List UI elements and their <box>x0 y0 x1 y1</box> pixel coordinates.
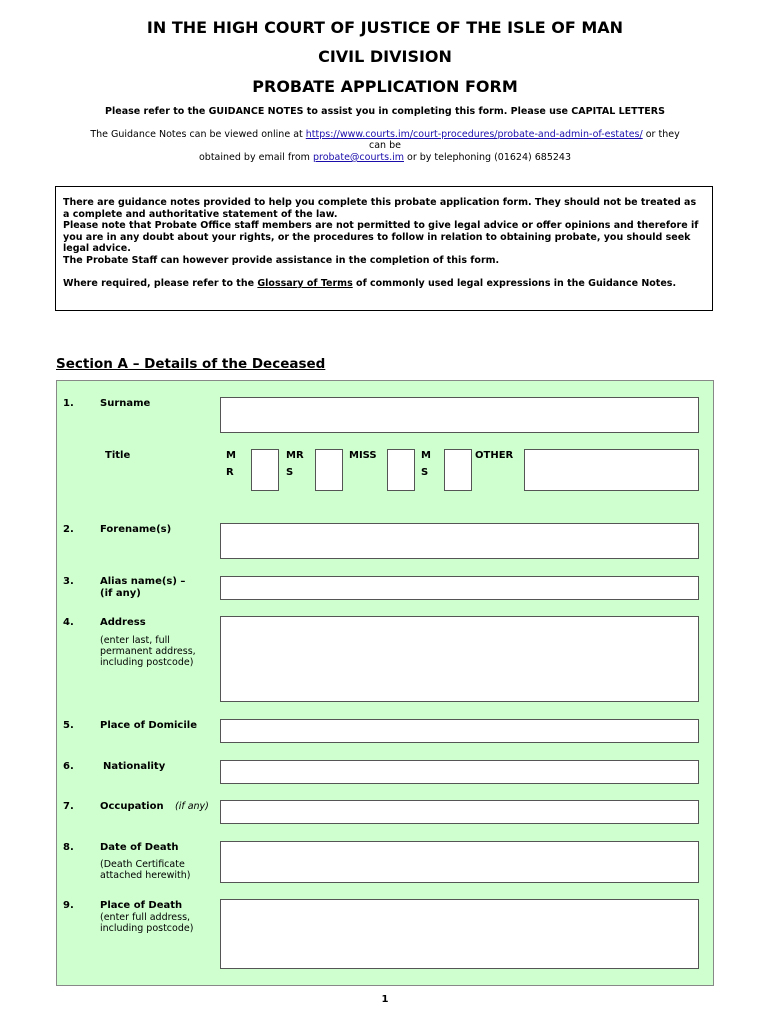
can-be-text: can be <box>369 140 401 151</box>
title-ms-box[interactable] <box>444 449 472 491</box>
title-miss-box[interactable] <box>387 449 415 491</box>
title-ms-label-bottom: S <box>421 467 429 478</box>
address-label: Address <box>100 617 146 628</box>
occupation-input[interactable] <box>220 800 699 824</box>
title-mr-label-top: M <box>226 450 236 461</box>
title-mrs-label-bottom: S <box>286 467 294 478</box>
online-prefix: The Guidance Notes can be viewed online at <box>90 129 303 140</box>
title-ms-label-top: M <box>421 450 431 461</box>
title-other-label: OTHER <box>475 450 514 461</box>
field-number: 4. <box>63 617 74 628</box>
field-number: 5. <box>63 720 74 731</box>
field-number: 6. <box>63 761 74 772</box>
glossary-suffix: of commonly used legal expressions in the Guidance Notes. <box>356 278 677 289</box>
alias-label: Alias name(s) – <box>100 576 186 587</box>
notice-para-2: Please note that Probate Office staff members are not permitted to give legal advice or offer opinions and therefore if you are in any doubt about your rights, or the procedures to follow in relation to obtaining probate, you should seek legal advice. <box>63 220 699 254</box>
guidance-email-line <box>0 152 770 163</box>
nationality-input[interactable] <box>220 760 699 784</box>
probate-email-link[interactable]: probate@courts.im <box>312 152 404 163</box>
field-number: 7. <box>63 801 74 812</box>
alias-input[interactable] <box>220 576 699 600</box>
title-other-input[interactable] <box>524 449 699 491</box>
address-hint: (enter last, full permanent address, including postcode) <box>100 635 196 668</box>
date-of-death-label: Date of Death <box>100 842 179 853</box>
place-of-death-hint: (enter full address, including postcode) <box>100 912 194 934</box>
notice-para-4 <box>63 278 704 290</box>
occupation-hint: (if any) <box>175 801 209 812</box>
email-suffix: or by telephoning (01624) 685243 <box>407 152 571 163</box>
title-mrs-label-top: MR <box>286 450 304 461</box>
field-number: 1. <box>63 398 74 409</box>
online-suffix: or they <box>645 129 680 140</box>
instruction-text: Please refer to the GUIDANCE NOTES to assist you in completing this form. Please use CAPITAL LETTERS <box>105 106 665 117</box>
field-number: 9. <box>63 900 74 911</box>
domicile-label: Place of Domicile <box>100 720 197 731</box>
glossary-link[interactable]: Glossary of Terms <box>257 278 353 289</box>
title-label: Title <box>105 450 131 461</box>
nationality-label: Nationality <box>103 761 166 772</box>
title-mrs-box[interactable] <box>315 449 343 491</box>
title-miss-label: MISS <box>349 450 377 461</box>
glossary-prefix: Where required, please refer to the <box>63 278 255 289</box>
section-a-heading: Section A – Details of the Deceased <box>56 356 326 372</box>
page-number: 1 <box>381 994 389 1005</box>
guidance-online-line <box>0 129 770 140</box>
alias-label-ifany: (if any) <box>100 588 141 599</box>
field-number: 3. <box>63 576 74 587</box>
notice-para-3: The Probate Staff can however provide assistance in the completion of this form. <box>63 254 500 266</box>
title-mr-label-bottom: R <box>226 467 234 478</box>
date-of-death-input[interactable] <box>220 841 699 883</box>
place-of-death-input[interactable] <box>220 899 699 969</box>
place-of-death-label: Place of Death <box>100 900 183 911</box>
court-title: IN THE HIGH COURT OF JUSTICE OF THE ISLE OF MAN <box>146 18 624 37</box>
field-number: 8. <box>63 842 74 853</box>
field-number: 2. <box>63 524 74 535</box>
guidance-notice-box <box>55 186 713 311</box>
occupation-label: Occupation <box>100 801 164 812</box>
forenames-label: Forename(s) <box>100 524 172 535</box>
title-mr-box[interactable] <box>251 449 279 491</box>
address-input[interactable] <box>220 616 699 702</box>
date-of-death-hint: (Death Certificate attached herewith) <box>100 859 191 881</box>
surname-input[interactable] <box>220 397 699 433</box>
guidance-notes-link[interactable]: https://www.courts.im/court-procedures/probate-and-admin-of-estates/ <box>305 129 643 140</box>
surname-label: Surname <box>100 398 151 409</box>
domicile-input[interactable] <box>220 719 699 743</box>
notice-para-1: There are guidance notes provided to help you complete this probate application form. They should not be treated as a complete and authoritative statement of the law. <box>63 197 697 220</box>
division-title: CIVIL DIVISION <box>318 47 452 66</box>
form-title: PROBATE APPLICATION FORM <box>252 77 518 96</box>
email-prefix: obtained by email from <box>198 152 310 163</box>
forenames-input[interactable] <box>220 523 699 559</box>
